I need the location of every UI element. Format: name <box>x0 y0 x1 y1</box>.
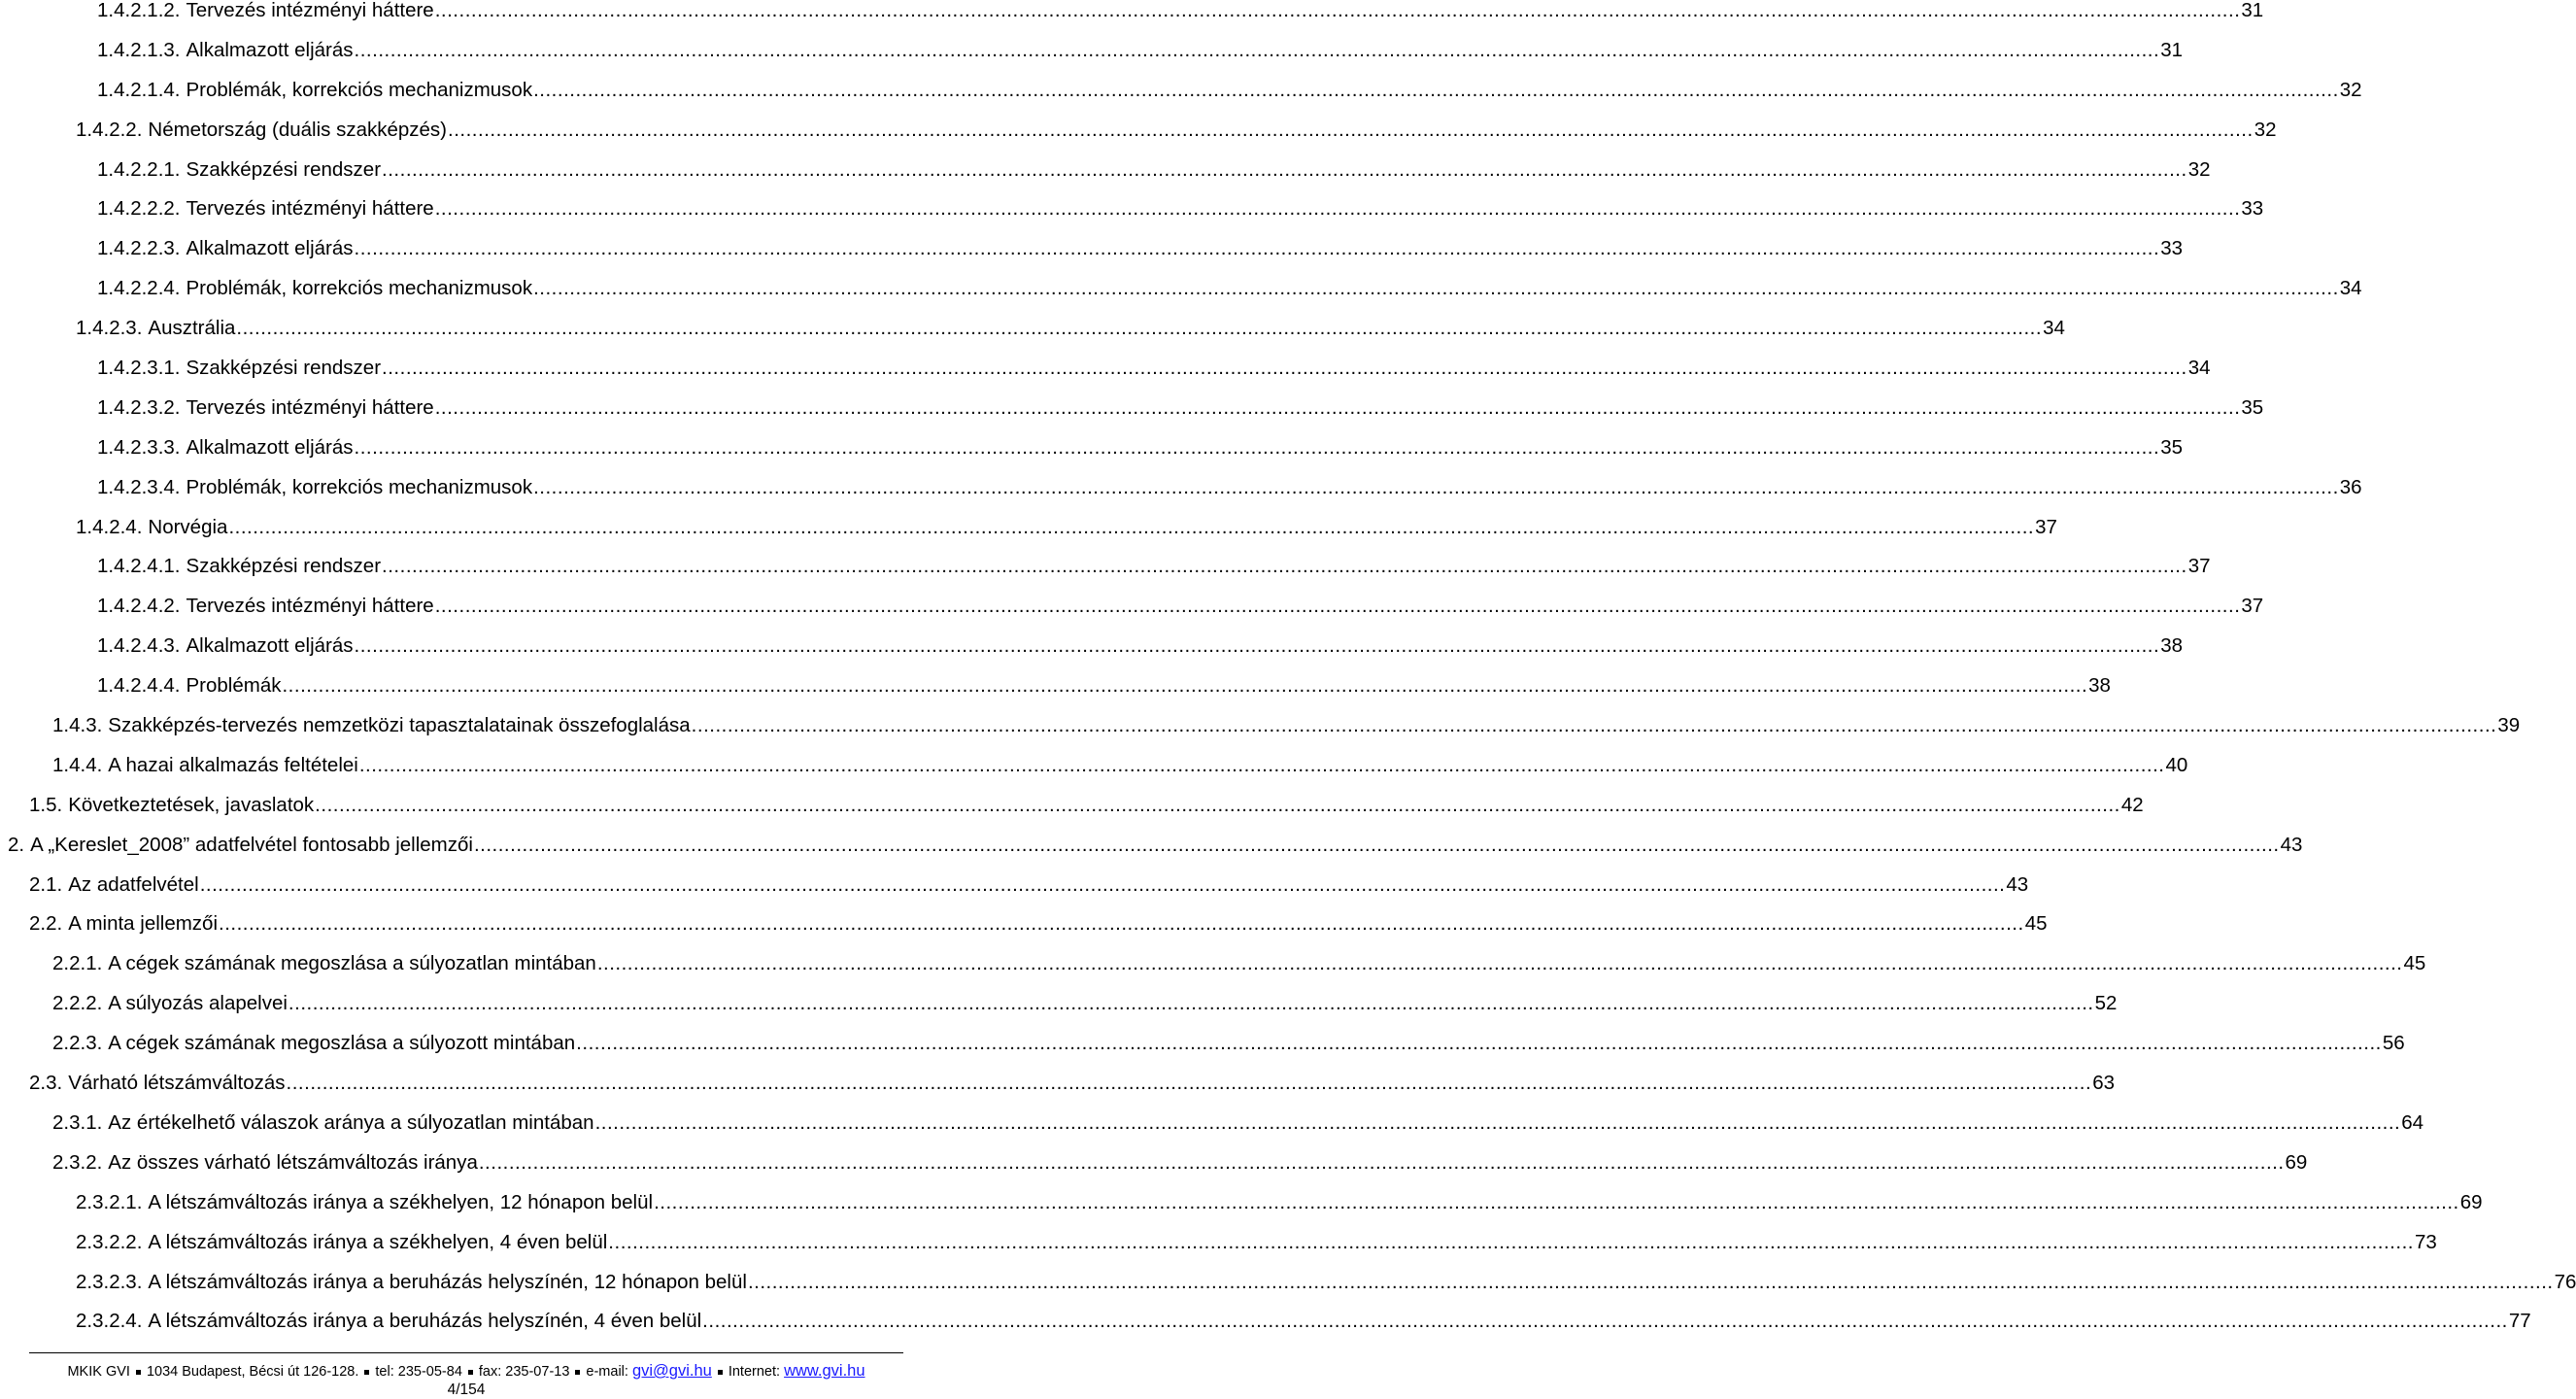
toc-entry[interactable] <box>0 706 2521 746</box>
toc-entry-page: 77 <box>2508 1310 2531 1333</box>
toc-entry-page: 31 <box>2160 38 2184 61</box>
toc-dot-leader: ............................................................................................................................................................................................................................................................................................................ <box>533 78 2339 101</box>
footer-website-link[interactable]: www.gvi.hu <box>784 1362 865 1380</box>
toc-entry-page: 40 <box>2165 753 2188 776</box>
toc-entry-number: 1.4.2.3.2. <box>97 395 181 419</box>
toc-entry-number: 1.4.2.1.4. <box>97 78 181 101</box>
toc-entry-number: 1.4.2.4.2. <box>97 595 181 618</box>
toc-entry-number: 2.2.1. <box>52 952 103 975</box>
toc-entry-page: 52 <box>2094 992 2118 1015</box>
toc-dot-leader: ............................................................................................................................................................................................................................................................................................................ <box>354 634 2160 658</box>
toc-dot-leader: ............................................................................................................................................................................................................................................................................................................ <box>199 872 2006 896</box>
toc-entry-page: 34 <box>2187 357 2211 380</box>
toc-entry-title: Problémák, korrekciós mechanizmusok <box>186 78 533 101</box>
toc-entry-page: 45 <box>2024 912 2048 936</box>
toc-entry[interactable] <box>0 666 2111 706</box>
toc-dot-leader: ............................................................................................................................................................................................................................................................................................................ <box>354 38 2160 61</box>
toc-entry-page: 35 <box>2241 395 2264 419</box>
toc-entry[interactable] <box>0 269 2362 309</box>
bullet-separator-icon <box>468 1370 473 1375</box>
toc-entry-title: A hazai alkalmazás feltételei <box>108 753 358 776</box>
toc-entry-title: Alkalmazott eljárás <box>186 237 354 260</box>
toc-entry-page: 42 <box>2120 793 2144 816</box>
page-footer <box>0 1362 932 1381</box>
toc-dot-leader: ............................................................................................................................................................................................................................................................................................................ <box>282 674 2088 698</box>
toc-dot-leader: ............................................................................................................................................................................................................................................................................................................ <box>654 1190 2459 1213</box>
toc-dot-leader: ............................................................................................................................................................................................................................................................................................................ <box>434 595 2241 618</box>
bullet-separator-icon <box>364 1370 369 1375</box>
page-number: 4/154 <box>447 1382 486 1398</box>
toc-dot-leader: ............................................................................................................................................................................................................................................................................................................ <box>382 357 2187 380</box>
toc-entry[interactable] <box>0 944 2426 984</box>
toc-entry-page: 63 <box>2092 1072 2116 1095</box>
toc-entry[interactable] <box>0 984 2118 1024</box>
toc-entry-page: 56 <box>2382 1032 2405 1055</box>
toc-entry-page: 37 <box>2035 515 2057 538</box>
toc-dot-leader: ............................................................................................................................................................................................................................................................................................................ <box>608 1230 2414 1253</box>
toc-dot-leader: ............................................................................................................................................................................................................................................................................................................ <box>473 833 2280 856</box>
toc-entry-title: A „Kereslet_2008” adatfelvétel fontosabb jellemzői <box>30 833 473 856</box>
toc-entry-number: 2.3.2.3. <box>76 1270 143 1293</box>
toc-dot-leader: ............................................................................................................................................................................................................................................................................................................ <box>286 1072 2092 1095</box>
toc-dot-leader: ............................................................................................................................................................................................................................................................................................................ <box>434 197 2241 221</box>
toc-dot-leader: ............................................................................................................................................................................................................................................................................................................ <box>596 952 2403 975</box>
toc-entry-page: 37 <box>2187 555 2211 578</box>
footer-tel: tel: 235-05-84 <box>375 1364 462 1380</box>
toc-entry[interactable] <box>0 71 2362 111</box>
toc-entry-page: 45 <box>2403 952 2426 975</box>
toc-entry[interactable] <box>0 1104 2424 1143</box>
toc-dot-leader: ............................................................................................................................................................................................................................................................................................................ <box>288 992 2094 1015</box>
toc-entry-number: 1.4.2.4. <box>76 515 143 538</box>
toc-entry-number: 1.4.2.2.1. <box>97 157 181 181</box>
toc-entry-number: 1.4.2.4.4. <box>97 674 181 698</box>
toc-dot-leader: ............................................................................................................................................................................................................................................................................................................ <box>434 395 2241 419</box>
bullet-separator-icon <box>718 1370 723 1375</box>
toc-entry-page: 34 <box>2339 277 2362 300</box>
toc-entry-title: A létszámváltozás iránya a székhelyen, 4 éven belül <box>148 1230 608 1253</box>
toc-entry-number: 1.4.2.3.4. <box>97 475 181 498</box>
bullet-separator-icon <box>575 1370 580 1375</box>
toc-dot-leader: ............................................................................................................................................................................................................................................................................................................ <box>236 317 2043 340</box>
toc-entry-title: Németország (duális szakképzés) <box>148 118 448 141</box>
footer-org: MKIK GVI <box>67 1364 130 1380</box>
toc-entry[interactable] <box>0 1143 2308 1183</box>
toc-entry-title: Alkalmazott eljárás <box>186 38 354 61</box>
toc-entry-number: 2.1. <box>29 872 63 896</box>
toc-entry-number: 2.3.1. <box>52 1110 103 1134</box>
footer-email-link[interactable]: gvi@gvi.hu <box>631 1362 712 1380</box>
toc-entry-page: 64 <box>2401 1110 2424 1134</box>
toc-dot-leader: ............................................................................................................................................................................................................................................................................................................ <box>448 118 2254 141</box>
toc-entry-title: A cégek számának megoszlása a súlyozott mintában <box>108 1032 576 1055</box>
toc-entry[interactable] <box>0 111 2277 151</box>
toc-entry-title: Szakképzés-tervezés nemzetközi tapasztalatainak összefoglalása <box>108 714 691 737</box>
toc-entry-page: 37 <box>2241 595 2264 618</box>
toc-entry-title: A létszámváltozás iránya a székhelyen, 12 hónapon belül <box>148 1190 654 1213</box>
toc-entry-title: A létszámváltozás iránya a beruházás helyszínén, 12 hónapon belül <box>148 1270 747 1293</box>
toc-entry-title: Szakképzési rendszer <box>186 157 382 181</box>
toc-entry-title: Szakképzési rendszer <box>186 357 382 380</box>
toc-entry-page: 43 <box>2280 833 2303 856</box>
toc-entry[interactable] <box>0 547 2211 587</box>
toc-entry-title: Tervezés intézményi háttere <box>186 0 434 21</box>
toc-entry-title: Az összes várható létszámváltozás iránya <box>108 1150 478 1174</box>
toc-entry[interactable] <box>0 587 2264 627</box>
toc-entry[interactable] <box>0 508 2057 548</box>
toc-dot-leader: ............................................................................................................................................................................................................................................................................................................ <box>478 1150 2285 1174</box>
toc-entry-page: 32 <box>2254 118 2277 141</box>
footer-divider <box>29 1352 903 1353</box>
toc-entry-page: 32 <box>2339 78 2362 101</box>
footer-address: 1034 Budapest, Bécsi út 126-128. <box>146 1364 359 1380</box>
toc-entry-title: Norvégia <box>148 515 228 538</box>
toc-entry-number: 1.4.2.3. <box>76 317 143 340</box>
toc-entry-page: 73 <box>2414 1230 2437 1253</box>
toc-dot-leader: ............................................................................................................................................................................................................................................................................................................ <box>354 237 2160 260</box>
toc-entry[interactable] <box>0 627 2184 666</box>
toc-entry-title: A súlyozás alapelvei <box>108 992 288 1015</box>
toc-entry-page: 33 <box>2241 197 2264 221</box>
toc-entry-title: Szakképzési rendszer <box>186 555 382 578</box>
toc-dot-leader: ............................................................................................................................................................................................................................................................................................................ <box>747 1270 2554 1293</box>
toc-entry-page: 35 <box>2160 435 2184 459</box>
toc-entry-title: A cégek számának megoszlása a súlyozatlan mintában <box>108 952 596 975</box>
toc-entry-number: 2.3.2.1. <box>76 1190 143 1213</box>
toc-entry-title: Várható létszámváltozás <box>68 1072 286 1095</box>
toc-entry[interactable] <box>0 746 2188 786</box>
toc-entry[interactable] <box>0 428 2184 468</box>
toc-entry-number: 1.4.4. <box>52 753 103 776</box>
toc-entry-number: 1.4.2.4.1. <box>97 555 181 578</box>
toc-entry-number: 2. <box>8 833 25 856</box>
toc-dot-leader: ............................................................................................................................................................................................................................................................................................................ <box>594 1110 2401 1134</box>
toc-entry[interactable] <box>0 786 2144 826</box>
toc-entry-number: 2.3. <box>29 1072 63 1095</box>
footer-internet-label: Internet: <box>728 1364 781 1380</box>
toc-entry-number: 2.3.2.4. <box>76 1310 143 1333</box>
toc-dot-leader: ............................................................................................................................................................................................................................................................................................................ <box>382 555 2187 578</box>
toc-entry-page: 38 <box>2088 674 2111 698</box>
toc-entry-number: 2.3.2.2. <box>76 1230 143 1253</box>
toc-entry[interactable] <box>0 31 2184 71</box>
toc-entry-page: 33 <box>2160 237 2184 260</box>
toc-entry-number: 2.3.2. <box>52 1150 103 1174</box>
toc-entry[interactable] <box>0 1223 2437 1263</box>
toc-entry-title: Problémák, korrekciós mechanizmusok <box>186 277 533 300</box>
toc-dot-leader: ............................................................................................................................................................................................................................................................................................................ <box>434 0 2241 21</box>
toc-entry[interactable] <box>0 389 2264 428</box>
toc-entry-title: A minta jellemzői <box>68 912 219 936</box>
toc-entry-number: 1.4.3. <box>52 714 103 737</box>
toc-entry-title: Tervezés intézményi háttere <box>186 197 434 221</box>
toc-entry-number: 2.2.2. <box>52 992 103 1015</box>
toc-dot-leader: ............................................................................................................................................................................................................................................................................................................ <box>382 157 2187 181</box>
toc-entry[interactable] <box>0 1302 2531 1342</box>
toc-entry-number: 1.4.2.3.3. <box>97 435 181 459</box>
toc-entry-title: Következtetések, javaslatok <box>68 793 315 816</box>
toc-entry-number: 2.2. <box>29 912 63 936</box>
toc-entry-number: 1.4.2.2.4. <box>97 277 181 300</box>
footer-fax: fax: 235-07-13 <box>478 1364 570 1380</box>
toc-entry-page: 32 <box>2187 157 2211 181</box>
toc-entry[interactable] <box>0 1183 2483 1223</box>
toc-entry-page: 43 <box>2006 872 2029 896</box>
toc-entry-title: Alkalmazott eljárás <box>186 634 354 658</box>
toc-entry-number: 1.4.2.2.2. <box>97 197 181 221</box>
toc-entry-number: 1.5. <box>29 793 63 816</box>
toc-entry-number: 1.4.2.4.3. <box>97 634 181 658</box>
toc-entry[interactable] <box>0 229 2184 269</box>
toc-entry-number: 1.4.2.1.2. <box>97 0 181 21</box>
toc-entry-title: Problémák <box>186 674 282 698</box>
toc-entry-title: Tervezés intézményi háttere <box>186 395 434 419</box>
toc-entry[interactable] <box>0 866 2029 905</box>
toc-entry-title: A létszámváltozás iránya a beruházás helyszínén, 4 éven belül <box>148 1310 702 1333</box>
toc-entry[interactable] <box>0 349 2211 389</box>
toc-entry[interactable] <box>0 826 2303 866</box>
toc-entry-number: 1.4.2.3.1. <box>97 357 181 380</box>
toc-dot-leader: ............................................................................................................................................................................................................................................................................................................ <box>354 435 2160 459</box>
toc-entry[interactable] <box>0 904 2048 944</box>
toc-entry-title: Alkalmazott eljárás <box>186 435 354 459</box>
toc-entry-title: Az adatfelvétel <box>68 872 199 896</box>
toc-entry[interactable] <box>0 151 2211 190</box>
footer-email-label: e-mail: <box>586 1364 628 1380</box>
toc-entry-page: 36 <box>2339 475 2362 498</box>
toc-entry-number: 2.2.3. <box>52 1032 103 1055</box>
toc-entry-title: Az értékelhető válaszok aránya a súlyozatlan mintában <box>108 1110 594 1134</box>
toc-entry[interactable] <box>0 468 2362 508</box>
toc-entry-page: 76 <box>2554 1270 2576 1293</box>
toc-entry-title: Problémák, korrekciós mechanizmusok <box>186 475 533 498</box>
toc-entry[interactable] <box>0 309 2065 349</box>
toc-entry[interactable] <box>0 1263 2576 1303</box>
toc-dot-leader: ............................................................................................................................................................................................................................................................................................................ <box>702 1310 2508 1333</box>
toc-dot-leader: ............................................................................................................................................................................................................................................................................................................ <box>533 277 2339 300</box>
toc-entry-page: 38 <box>2160 634 2184 658</box>
toc-entry[interactable] <box>0 0 2264 31</box>
toc-entry-number: 1.4.2.2.3. <box>97 237 181 260</box>
toc-entry[interactable] <box>0 1024 2405 1064</box>
toc-entry[interactable] <box>0 189 2264 229</box>
toc-dot-leader: ............................................................................................................................................................................................................................................................................................................ <box>228 515 2035 538</box>
toc-entry-number: 1.4.2.2. <box>76 118 143 141</box>
toc-entry-page: 31 <box>2241 0 2264 21</box>
toc-entry-number: 1.4.2.1.3. <box>97 38 181 61</box>
toc-entry-page: 69 <box>2285 1150 2308 1174</box>
toc-entry-page: 39 <box>2497 714 2521 737</box>
toc-dot-leader: ............................................................................................................................................................................................................................................................................................................ <box>315 793 2120 816</box>
toc-dot-leader: ............................................................................................................................................................................................................................................................................................................ <box>219 912 2024 936</box>
toc-entry-title: Ausztrália <box>148 317 236 340</box>
toc-dot-leader: ............................................................................................................................................................................................................................................................................................................ <box>576 1032 2382 1055</box>
toc-dot-leader: ............................................................................................................................................................................................................................................................................................................ <box>691 714 2497 737</box>
bullet-separator-icon <box>136 1370 141 1375</box>
toc-entry-page: 34 <box>2043 317 2065 340</box>
toc-dot-leader: ............................................................................................................................................................................................................................................................................................................ <box>533 475 2339 498</box>
toc-dot-leader: ............................................................................................................................................................................................................................................................................................................ <box>358 753 2165 776</box>
toc-entry-title: Tervezés intézményi háttere <box>186 595 434 618</box>
toc-entry-page: 69 <box>2459 1190 2483 1213</box>
toc-entry[interactable] <box>0 1064 2116 1104</box>
